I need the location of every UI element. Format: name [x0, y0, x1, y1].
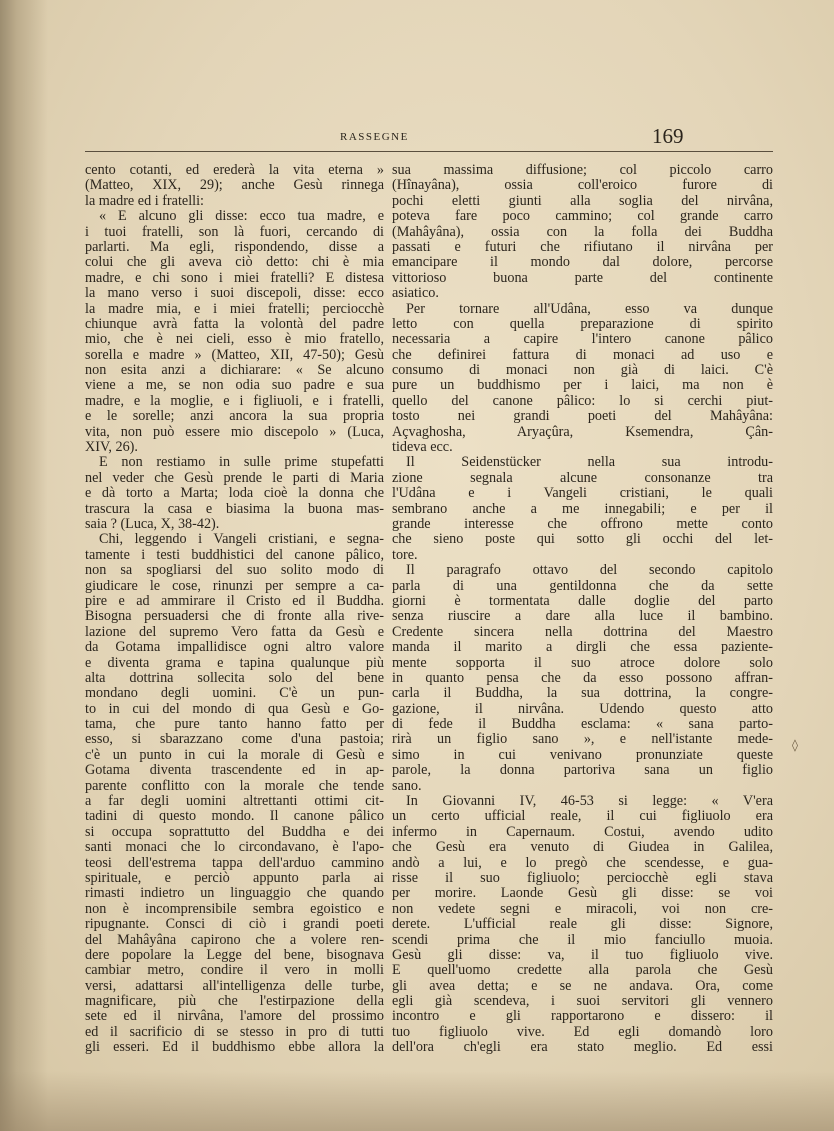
text-line: (Mahâyâna), ossia con la folla dei Buddha: [392, 223, 773, 240]
text-line: la madre ed i fratelli:: [85, 192, 204, 209]
header-rule: [85, 151, 773, 152]
text-line: si occupa soprattutto del Buddha e dei: [85, 823, 384, 840]
text-line: vita, non può essere mio discepolo » (Luca,: [85, 423, 384, 440]
text-line: Gotama diventa trascendente ed in ap-: [85, 762, 384, 779]
text-line: sua massima diffusione; col piccolo carro: [392, 162, 773, 178]
text-line: dere popolare la Legge del bene, bisognava: [85, 946, 384, 963]
text-line: grande interesse che offrono mette conto: [392, 515, 773, 532]
text-line: tama, che pure tanto hanno fatto per: [85, 716, 384, 733]
text-line: passati e futuri che rifiutano il nirvâna per: [392, 238, 773, 255]
text-line: Açvaghosha, Aryaçûra, Ksemendra, Çân-: [392, 423, 773, 440]
text-line: colui che gli aveva ciò detto: chi è mia: [85, 254, 384, 271]
text-line: In Giovanni IV, 46-53 si legge: « V'era: [406, 793, 773, 810]
text-line: to in cui del mondo di qua Gesù e Go-: [85, 700, 384, 717]
text-line: non vedete segni e miracoli, voi non cre-: [392, 900, 773, 917]
text-line: E non restiamo in sulle prime stupefatti: [99, 454, 384, 471]
text-line: alta dottrina sollecita solo del bene: [85, 669, 384, 686]
text-line: simo in cui venivano pronunziate queste: [392, 746, 773, 763]
text-line: esso, si sbarazzano come d'una pastoia;: [85, 731, 384, 748]
text-line: parla di una gentildonna che da sette: [392, 577, 773, 594]
text-line: la madre mia, e i miei fratelli; perciocchè: [85, 300, 384, 317]
text-line: la mano verso i suoi discepoli, disse: ecco: [85, 285, 384, 302]
text-line: dell'ora ch'egli era stato meglio. Ed essi: [392, 1039, 773, 1056]
text-line: consumo di monaci non già di laici. C'è: [392, 362, 773, 379]
text-line: tamente i testi buddhistici del canone pâlico,: [85, 546, 384, 563]
text-line: mente sopporta il suo atroce dolore solo: [392, 654, 773, 671]
text-line: risse il suo figliuolo; perciocchè egli stava: [392, 869, 773, 886]
text-line: ripugnante. Consci di ciò i grandi poeti: [85, 916, 384, 933]
text-line: c'è un punto in cui la morale di Gesù e: [85, 746, 384, 763]
text-line: viene a me, se non odia suo padre e sua: [85, 377, 384, 394]
text-line: « E alcuno gli disse: ecco tua madre, e: [99, 208, 384, 225]
text-line: non esita anzi a dichiarare: « Se alcuno: [85, 362, 384, 379]
page-number: 169: [652, 124, 684, 148]
text-line: in quanto pensa che da esso possono affran-: [392, 669, 773, 686]
text-line: nel veder che Gesù prende le parti di Maria: [85, 469, 384, 486]
text-line: Il paragrafo ottavo del secondo capitolo: [406, 562, 773, 579]
text-line: (Hînayâna), ossia coll'eroico furore di: [392, 177, 773, 194]
left-column: [85, 163, 384, 1056]
text-line: tosto nei grandi poeti del Mahâyâna:: [392, 408, 773, 425]
text-line: gazione, il nirvâna. Udendo questo atto: [392, 700, 773, 717]
text-line: derete. L'ufficial reale gli disse: Signore,: [392, 916, 773, 933]
text-line: Credente sincera nella dottrina del Maestro: [392, 623, 773, 640]
page-edge-mark-icon: ◊: [792, 738, 798, 752]
text-line: versi, adattarsi all'intelligenza delle turbe,: [85, 977, 384, 994]
text-line: che definirei fattura di monaci ad uso e: [392, 346, 773, 363]
text-line: Bisogna persuadersi che di fronte alla rive-: [85, 608, 384, 625]
text-line: tore.: [392, 546, 418, 563]
text-line: i tuoi fratelli, son là fuori, cercando di: [85, 223, 384, 240]
text-line: pure un buddhismo per i laici, ma non è: [392, 377, 773, 394]
text-line: che sieno poste qui sotto gli occhi del let-: [392, 531, 773, 548]
text-line: non è incomprensibile sembra egoistico e: [85, 900, 384, 917]
text-line: da Gotama impallidisce ogni altro valore: [85, 639, 384, 656]
text-line: Il Seidenstücker nella sua introdu-: [406, 454, 773, 471]
text-line: sorella e madre » (Matteo, XII, 47-50); Gesù: [85, 346, 384, 363]
text-line: che Gesù era venuto di Giudea in Galilea,: [392, 839, 773, 856]
text-line: Gesù gli disse: va, il tuo figliuolo vive.: [392, 946, 773, 963]
text-line: egli già scendeva, i suoi servitori gli vennero: [392, 993, 773, 1010]
text-line: l'Udâna e i Vangeli cristiani, le quali: [392, 485, 773, 502]
text-line: gli avea detta; e se ne andava. Ora, come: [392, 977, 773, 994]
text-line: cambiar metro, condire il vero in molli: [85, 962, 384, 979]
text-line: parole, la donna partoriva sana un figlio: [392, 762, 773, 779]
text-line: necessaria a capire l'intero canone pâlico: [392, 331, 773, 348]
text-line: saia ? (Luca, X, 38-42).: [85, 515, 220, 532]
text-line: mio, che è nei cieli, esso è mio fratello,: [85, 331, 384, 348]
text-line: pochi eletti giunti alla soglia del nirvâna,: [392, 192, 773, 209]
text-line: zione segnala alcune consonanze tra: [392, 469, 773, 486]
text-line: manda il marito a dirgli che essa paziente-: [392, 639, 773, 656]
text-line: sete ed il nirvâna, l'amore del prossimo: [85, 1008, 384, 1025]
text-line: sano.: [392, 777, 422, 794]
text-line: Chi, leggendo i Vangeli cristiani, e segna-: [99, 531, 384, 548]
text-line: vittorioso buona parte del continente: [392, 269, 773, 286]
text-line: lazione del supremo Vero fatta da Gesù e: [85, 623, 384, 640]
text-line: (Matteo, XIX, 29); anche Gesù rinnega: [85, 177, 384, 194]
text-line: chiunque avrà fatta la volontà del padre: [85, 315, 384, 332]
text-line: non sa spogliarsi del suo solito modo di: [85, 562, 384, 579]
text-line: di fede il Buddha esclama: « sana parto-: [392, 716, 773, 733]
text-line: senza riuscire a dare alla luce il bambino.: [392, 608, 773, 625]
text-line: e diventa grama e tapina qualunque più: [85, 654, 384, 671]
text-line: magnificare, più che l'estirpazione della: [85, 993, 384, 1010]
text-line: gli esseri. Ed il buddhismo ebbe allora la: [85, 1039, 384, 1056]
text-line: tadini di questo mondo. Il canone pâlico: [85, 808, 384, 825]
text-line: e dà torto a Marta; loda cioè la donna che: [85, 485, 384, 502]
text-line: rirà un figlio sano », e nell'istante mede-: [392, 731, 773, 748]
running-head: RASSEGNE: [340, 131, 409, 143]
text-line: del Mahâyâna capirono che a volere ren-: [85, 931, 384, 948]
text-line: giorni è tormentata dalle doglie del parto: [392, 592, 773, 609]
text-line: pire e ad ammirare il Cristo ed il Buddha.: [85, 592, 384, 609]
text-line: scendi prima che il mio fanciullo muoia.: [392, 931, 773, 948]
text-line: madre, e chi sono i miei fratelli? E distesa: [85, 269, 384, 286]
text-line: infermo in Capernaum. Costui, avendo udito: [392, 823, 773, 840]
text-line: madre, e la moglie, e i figliuoli, e i fratelli,: [85, 392, 384, 409]
text-line: tuo figliuolo vive. Ed egli domandò loro: [392, 1023, 773, 1040]
text-line: sembrano anche a me innegabili; e per il: [392, 500, 773, 517]
text-line: incontro e gli rapportarono e dissero: il: [392, 1008, 773, 1025]
text-line: tideva ecc.: [392, 439, 453, 456]
text-line: quello del canone pâlico: lo si cerchi piut-: [392, 392, 773, 409]
text-line: cento cotanti, ed erederà la vita eterna »: [85, 162, 384, 178]
right-column: [392, 163, 773, 1056]
text-line: trascura la casa e biasima la buona mas-: [85, 500, 384, 517]
text-line: giudicare le cose, rinunzi per sempre a ca-: [85, 577, 384, 594]
text-line: emancipare il mondo dal dolore, percorse: [392, 254, 773, 271]
text-line: santi monaci che lo circondavano, è l'apo-: [85, 839, 384, 856]
text-line: poteva fare poco cammino; col grande carro: [392, 208, 773, 225]
text-line: parente conflitto con la morale che tende: [85, 777, 384, 794]
text-line: andò a lui, e lo pregò che scendesse, e gua-: [392, 854, 773, 871]
text-line: parlarti. Ma egli, rispondendo, disse a: [85, 238, 384, 255]
text-line: spirituale, e perciò appunto parla ai: [85, 869, 384, 886]
text-line: mondano degli uomini. C'è un pun-: [85, 685, 384, 702]
text-line: Per tornare all'Udâna, esso va dunque: [406, 300, 773, 317]
text-line: ed il sacrificio di se stesso in pro di tutti: [85, 1023, 384, 1040]
text-line: XIV, 26).: [85, 439, 138, 456]
text-line: un certo ufficial reale, il cui figliuolo era: [392, 808, 773, 825]
text-line: e le sorelle; anzi ancora la sua propria: [85, 408, 384, 425]
text-line: carla il Buddha, la sua dottrina, la congre-: [392, 685, 773, 702]
text-line: E quell'uomo credette alla parola che Gesù: [392, 962, 773, 979]
text-line: rimasti indietro un linguaggio che quando: [85, 885, 384, 902]
text-line: teosi dell'estrema tappa dell'arduo cammino: [85, 854, 384, 871]
text-line: a far degli uomini altrettanti ottimi cit-: [85, 793, 384, 810]
text-line: letto con quella preparazione di spirito: [392, 315, 773, 332]
text-line: asiatico.: [392, 285, 439, 302]
text-line: per morire. Laonde Gesù gli disse: se voi: [392, 885, 773, 902]
